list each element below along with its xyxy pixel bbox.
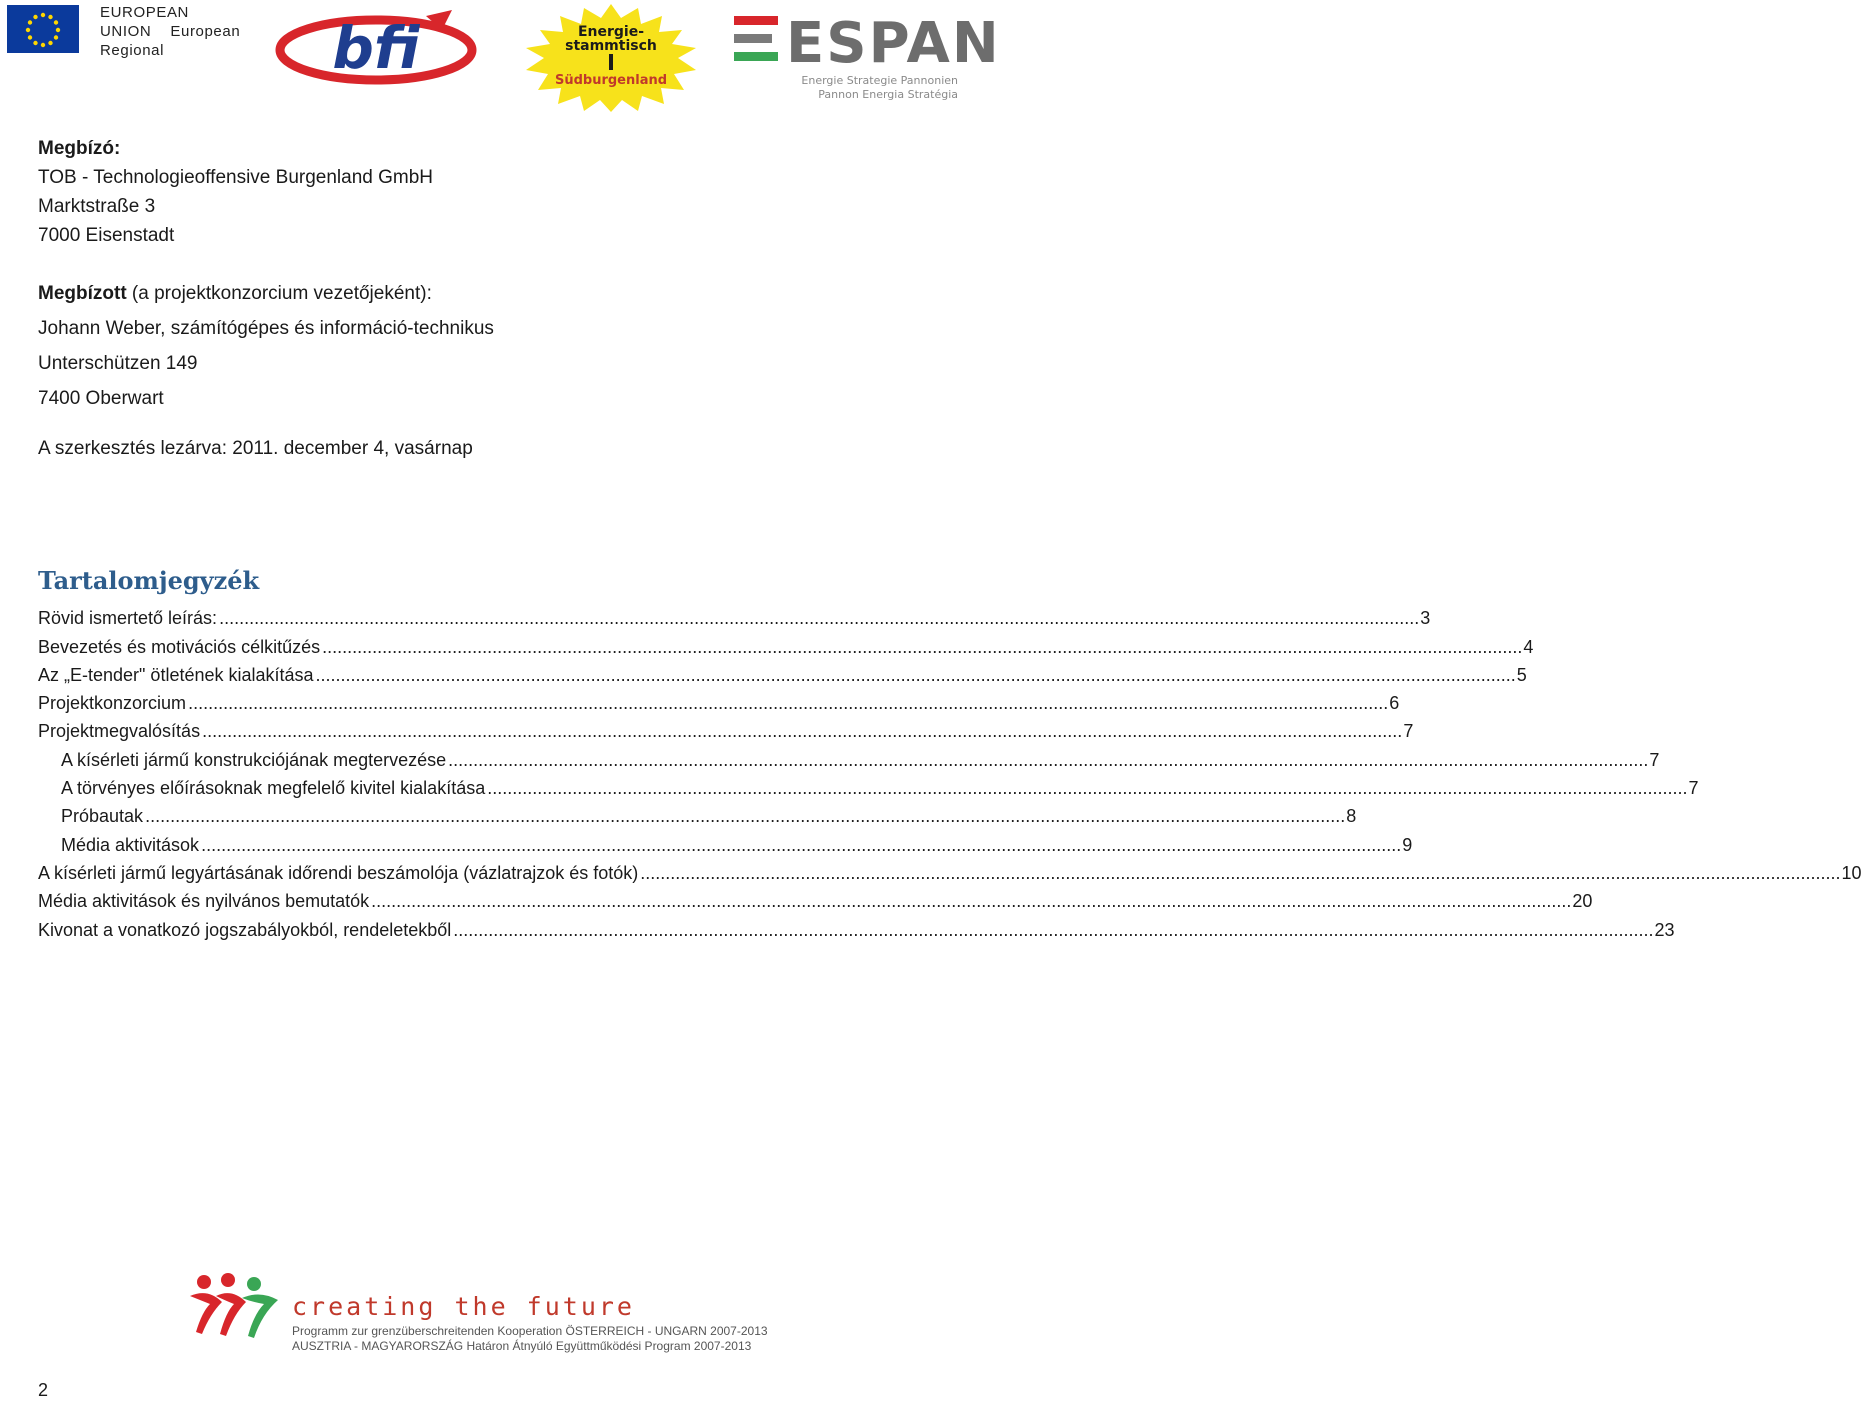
toc-entry-page: 9 [1402, 834, 1413, 855]
toc-entry-page: 4 [1523, 636, 1534, 657]
toc-entry-title: Projektmegvalósítás [38, 721, 201, 742]
client-street: Marktstraße 3 [38, 196, 156, 217]
toc-leader [640, 859, 1840, 887]
client-block [38, 134, 433, 250]
toc-entry-title: A kísérleti jármű konstrukciójának megtervezése [61, 749, 447, 770]
toc-entry-page: 7 [1649, 749, 1660, 770]
toc-entry[interactable] [38, 915, 1675, 943]
contractor-label [38, 276, 494, 311]
bfi-logo-text: bfi [332, 14, 420, 82]
toc-entry-title: Média aktivitások [61, 834, 200, 855]
toc-entry-page: 7 [1403, 721, 1414, 742]
contractor-street: Unterschützen 149 [38, 353, 198, 374]
contractor-label-bold: Megbízott [38, 283, 127, 304]
toc-leader [188, 689, 1388, 717]
toc-entry-title: A törvényes előírásoknak megfelelő kivitel kialakítása [61, 778, 486, 799]
table-of-contents [38, 604, 1862, 944]
bfi-logo [276, 6, 476, 88]
toc-entry[interactable] [38, 661, 1527, 689]
toc-leader [202, 717, 1402, 745]
toc-entry-title: Rövid ismertető leírás: [38, 608, 218, 629]
sun-line-2: stammtisch [565, 38, 657, 54]
toc-entry[interactable] [38, 604, 1431, 632]
toc-leader [448, 746, 1648, 774]
toc-heading: Tartalomjegyzék [38, 566, 260, 595]
toc-entry-title: Projektkonzorcium [38, 693, 187, 714]
toc-entry-title: Az „E-tender" ötletének kialakítása [38, 664, 314, 685]
sun-line-1: Energie- [577, 24, 645, 40]
contractor-label-rest: (a projektkonzorcium vezetőjeként): [126, 283, 432, 304]
client-label: Megbízó: [38, 138, 121, 159]
espan-tagline-2: Pannon Energia Stratégia [818, 88, 958, 101]
toc-leader [453, 916, 1653, 944]
toc-leader [371, 887, 1571, 915]
eu-stars-icon [7, 5, 79, 53]
toc-entry-page: 20 [1572, 891, 1593, 912]
sun-line-3: Südburgenland [554, 73, 668, 88]
toc-entry-title: Próbautak [61, 806, 144, 827]
toc-entry[interactable] [38, 632, 1534, 660]
toc-entry[interactable] [38, 689, 1400, 717]
toc-entry-page: 5 [1516, 664, 1527, 685]
toc-entry-page: 6 [1389, 693, 1400, 714]
energiestammtisch-logo [506, 4, 716, 112]
toc-leader [201, 831, 1401, 859]
toc-entry-page: 7 [1688, 778, 1699, 799]
espan-logo-text: ESPAN [786, 11, 1001, 76]
contractor-block [38, 276, 494, 416]
toc-entry-title: A kísérleti jármű legyártásának időrendi beszámolója (vázlatrajzok és fotók) [38, 862, 639, 883]
client-name: TOB - Technologieoffensive Burgenland GmbH [38, 167, 434, 188]
toc-leader [487, 774, 1687, 802]
toc-leader [145, 802, 1345, 830]
toc-entry-title: Kivonat a vonatkozó jogszabályokból, rendeletekből [38, 919, 452, 940]
toc-entry-page: 10 [1841, 862, 1862, 883]
toc-entry-title: Média aktivitások és nyilvános bemutatók [38, 891, 370, 912]
page-number: 2 [38, 1380, 49, 1400]
espan-tagline-1: Energie Strategie Pannonien [801, 74, 958, 87]
footer-program-de: Programm zur grenzüberschreitenden Kooperation ÖSTERREICH - UNGARN 2007-2013 [292, 1324, 768, 1338]
espan-logo [730, 6, 1001, 106]
eu-fund-label [100, 3, 240, 60]
toc-entry-page: 8 [1346, 806, 1357, 827]
contractor-name: Johann Weber, számítógépes és információ-technikus [38, 318, 494, 339]
toc-entry[interactable] [38, 859, 1862, 887]
eu-line-3: Regional [100, 42, 165, 59]
toc-entry-page: 3 [1420, 608, 1431, 629]
toc-entry[interactable] [38, 717, 1414, 745]
toc-leader [219, 604, 1419, 632]
eu-line-2: UNION European [100, 23, 241, 40]
toc-entry-page: 23 [1654, 919, 1675, 940]
toc-subentry[interactable] [38, 774, 1699, 802]
closing-date: A szerkesztés lezárva: 2011. december 4, vasárnap [38, 438, 473, 459]
footer-slogan: creating the future [292, 1292, 635, 1321]
eu-flag-logo [7, 5, 79, 53]
contractor-city: 7400 Oberwart [38, 388, 164, 409]
client-city: 7000 Eisenstadt [38, 225, 175, 246]
creating-the-future-figures-logo [188, 1274, 288, 1344]
toc-subentry[interactable] [38, 802, 1357, 830]
toc-entry[interactable] [38, 887, 1593, 915]
toc-leader [316, 661, 1516, 689]
footer-program-hu: AUSZTRIA - MAGYARORSZÁG Határon Átnyúló Együttműködési Program 2007-2013 [292, 1339, 752, 1353]
eu-line-1: EUROPEAN [100, 4, 189, 21]
toc-subentry[interactable] [38, 830, 1413, 858]
toc-subentry[interactable] [38, 745, 1660, 773]
toc-leader [322, 633, 1522, 661]
toc-entry-title: Bevezetés és motivációs célkitűzés [38, 636, 321, 657]
